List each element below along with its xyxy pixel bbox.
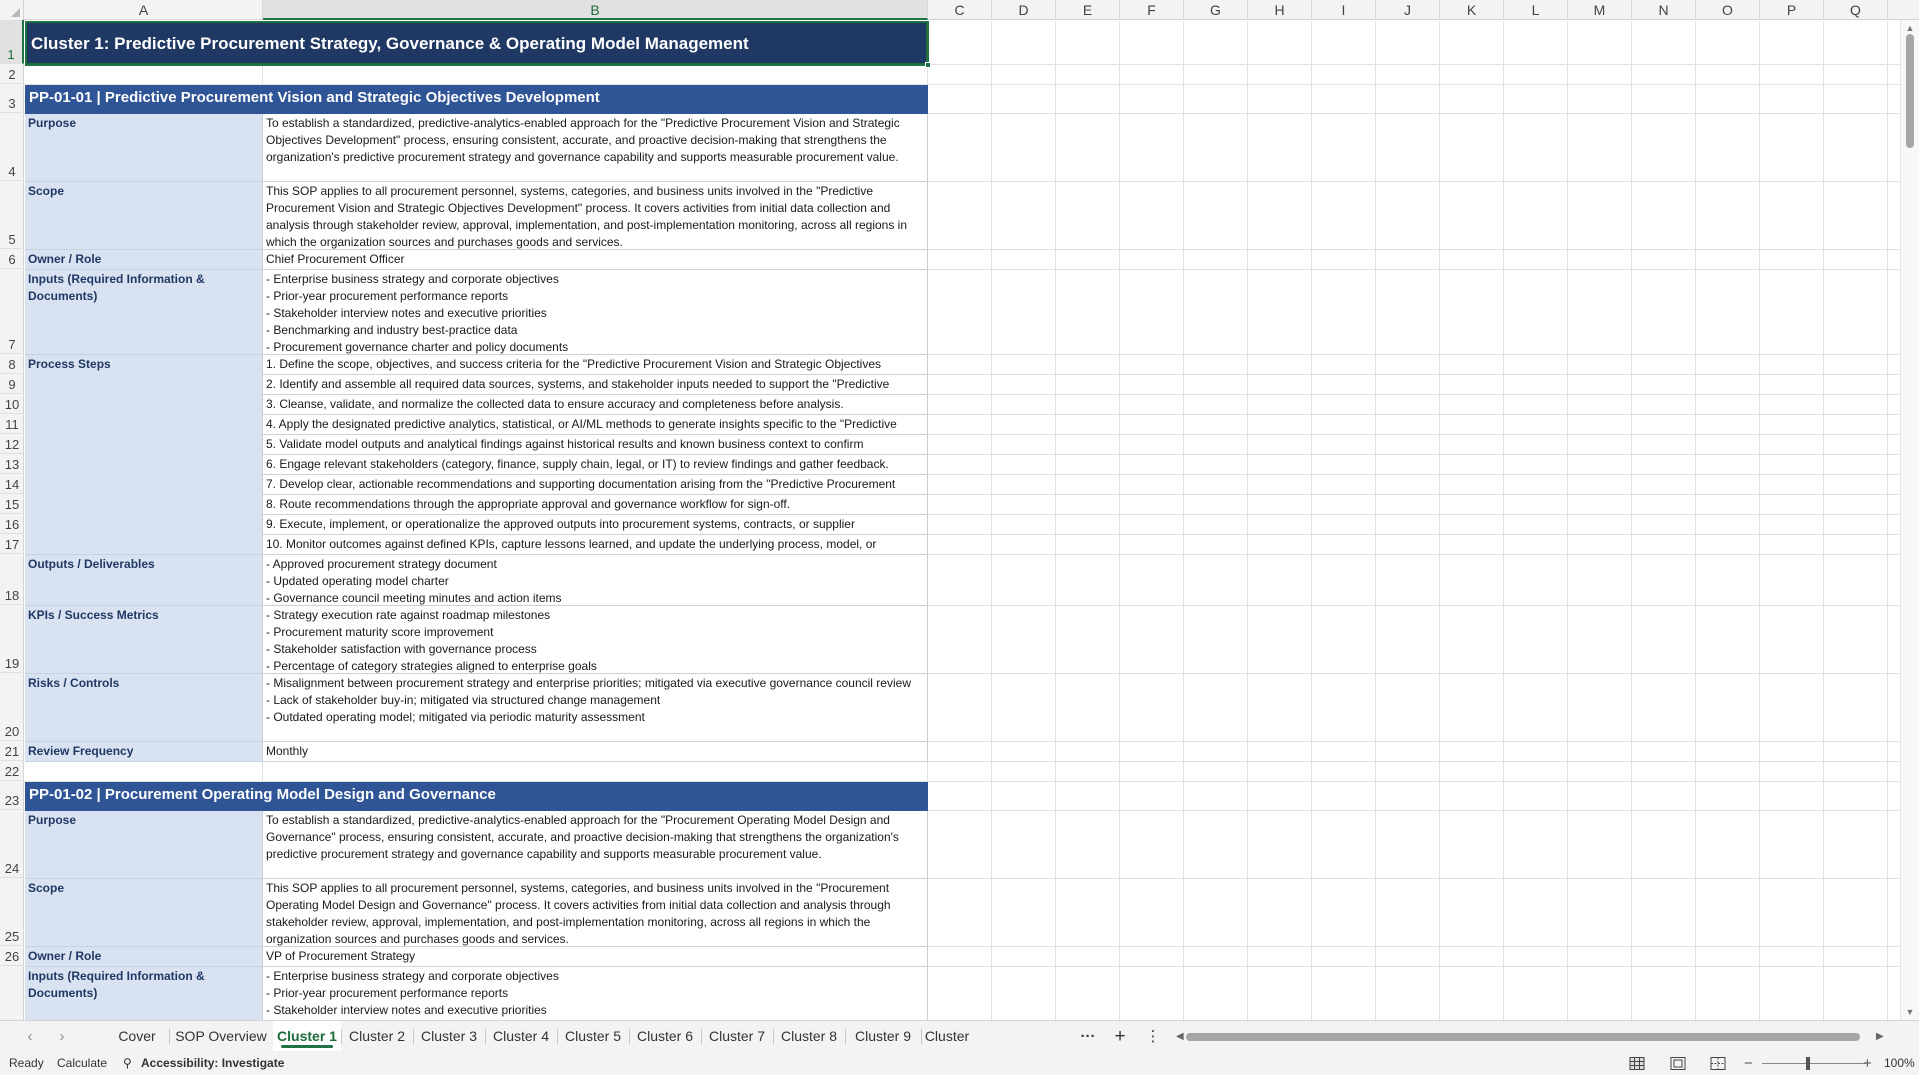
field-value[interactable]: To establish a standardized, predictive-analytics-enabled approach for the "Predictive Procurement Vision and Strategic Objectives Development" process, ensuring consistent, accurate, and proactive decision-making that strengthens the organization's predictive procurement strategy and governance capability and supports measurable procurement value. [263, 114, 928, 182]
row-header-1[interactable]: 1 [0, 20, 24, 64]
row-header-11[interactable]: 11 [0, 414, 24, 434]
field-label[interactable]: Owner / Role [25, 250, 263, 270]
zoom-level[interactable]: 100% [1884, 1056, 1915, 1070]
sheet-tab-cluster-8[interactable]: Cluster 8 [780, 1028, 838, 1044]
gridline-vertical [1119, 21, 1120, 1020]
row-header-5[interactable]: 5 [0, 181, 24, 249]
sheet-tab-cluster[interactable]: Cluster [924, 1028, 970, 1044]
field-label[interactable]: KPIs / Success Metrics [25, 606, 263, 674]
status-accessibility[interactable]: Accessibility: Investigate [141, 1056, 285, 1070]
field-label[interactable]: Scope [25, 182, 263, 250]
sheet-tab-sop-overview[interactable]: SOP Overview [175, 1028, 267, 1044]
field-value[interactable]: - Misalignment between procurement strategy and enterprise priorities; mitigated via executive governance council review - Lack of stakeholder buy-in; mitigated via structured change management - Outdated operating model; mitigated via periodic maturity assessment [263, 674, 928, 742]
gridline-vertical [1503, 21, 1504, 1020]
field-label[interactable]: Outputs / Deliverables [25, 555, 263, 606]
process-step-cell[interactable]: 4. Apply the designated predictive analytics, statistical, or AI/ML methods to generate insights specific to the "Predictive [263, 415, 928, 435]
section-heading[interactable]: PP-01-02 | Procurement Operating Model Design and Governance [25, 782, 928, 811]
sheet-tab-cluster-3[interactable]: Cluster 3 [420, 1028, 478, 1044]
options-icon[interactable]: ⋮ [1145, 1028, 1161, 1045]
zoom-out-icon[interactable]: − [1744, 1055, 1753, 1072]
sheet-tab-cover[interactable]: Cover [118, 1028, 156, 1044]
gridline-vertical [1823, 21, 1824, 1020]
horizontal-scrollbar[interactable] [1176, 1029, 1886, 1045]
zoom-slider[interactable] [1762, 1063, 1866, 1064]
row-header-8[interactable]: 8 [0, 354, 24, 374]
row-header-20[interactable]: 20 [0, 673, 24, 741]
gridline-vertical [1439, 21, 1440, 1020]
sheet-tab-cluster-2[interactable]: Cluster 2 [348, 1028, 406, 1044]
zoom-slider-knob[interactable] [1806, 1057, 1810, 1070]
accessibility-icon[interactable]: ⚲ [123, 1056, 132, 1070]
column-header-f[interactable]: F [1120, 0, 1184, 20]
normal-view-icon[interactable] [1628, 1056, 1648, 1071]
page-break-icon[interactable] [1709, 1056, 1729, 1071]
status-bar [0, 1052, 1919, 1075]
column-header-bar [0, 0, 1919, 20]
field-label[interactable]: Inputs (Required Information & Documents) [25, 270, 263, 355]
gridline-vertical [1311, 21, 1312, 1020]
row-header-9[interactable]: 9 [0, 374, 24, 394]
field-value[interactable]: - Approved procurement strategy document - Updated operating model charter - Governance council meeting minutes and action items [263, 555, 928, 606]
gridline-vertical [1055, 21, 1056, 1020]
gridline-vertical [1183, 21, 1184, 1020]
field-value[interactable]: This SOP applies to all procurement personnel, systems, categories, and business units involved in the "Predictive Procurement Vision and Strategic Objectives Development" process. It covers activities from initial data collection and analysis through stakeholder review, approval, implementation, and post-implementation monitoring, across all regions in which the organization sources and purchases goods and services. [263, 182, 928, 250]
column-header-b[interactable]: B [263, 0, 928, 20]
gridline-vertical [1631, 21, 1632, 1020]
column-header-j[interactable]: J [1376, 0, 1440, 20]
column-header-c[interactable]: C [928, 0, 992, 20]
cell-grid[interactable] [25, 21, 1900, 1020]
field-value[interactable]: - Strategy execution rate against roadmap milestones - Procurement maturity score improvement - Stakeholder satisfaction with governance process - Percentage of category strategies aligned to enterprise goals [263, 606, 928, 674]
process-step-cell[interactable]: 6. Engage relevant stakeholders (category, finance, supply chain, legal, or IT) to review findings and gather feedback. [263, 455, 928, 475]
row-header-19[interactable]: 19 [0, 605, 24, 673]
fill-handle[interactable] [925, 62, 931, 68]
column-header-l[interactable]: L [1504, 0, 1568, 20]
row-header-24[interactable]: 24 [0, 810, 24, 878]
sheet-tab-cluster-4[interactable]: Cluster 4 [492, 1028, 550, 1044]
row-header-23[interactable]: 23 [0, 781, 24, 810]
zoom-in-icon[interactable]: + [1863, 1055, 1872, 1072]
chevron-left-icon[interactable]: ‹ [27, 1028, 33, 1045]
row-header-12[interactable]: 12 [0, 434, 24, 454]
gridline-vertical [1567, 21, 1568, 1020]
field-value[interactable]: Chief Procurement Officer [263, 250, 928, 270]
field-value[interactable]: - Enterprise business strategy and corporate objectives - Prior-year procurement performance reports - Stakeholder interview notes and executive priorities - Benchmarking and industry best-practice data - Procurement governance charter and policy documents [263, 270, 928, 355]
section-heading[interactable]: PP-01-01 | Predictive Procurement Vision and Strategic Objectives Development [25, 85, 928, 114]
field-label[interactable]: Inputs (Required Information & Documents) [25, 967, 263, 1020]
scroll-right-icon[interactable]: ▶ [1876, 1031, 1884, 1042]
row-header-7[interactable]: 7 [0, 269, 24, 354]
row-header-25[interactable]: 25 [0, 878, 24, 946]
process-step-cell[interactable]: 5. Validate model outputs and analytical findings against historical results and known business context to confirm [263, 435, 928, 455]
row-header-18[interactable]: 18 [0, 554, 24, 605]
row-header-3[interactable]: 3 [0, 84, 24, 113]
row-header-21[interactable]: 21 [0, 741, 24, 761]
status-ready: Ready [9, 1056, 44, 1070]
more-icon[interactable]: ··· [1080, 1028, 1096, 1045]
row-header-22[interactable]: 22 [0, 761, 24, 781]
row-header-14[interactable]: 14 [0, 474, 24, 494]
field-label[interactable]: Review Frequency [25, 742, 263, 762]
chevron-right-icon[interactable]: › [59, 1028, 65, 1045]
sheet-tab-bar [0, 1020, 1919, 1052]
sheet-tab-cluster-1[interactable]: Cluster 1 [273, 1021, 341, 1051]
select-all-corner[interactable] [0, 0, 24, 20]
column-header-k[interactable]: K [1440, 0, 1504, 20]
gridline-vertical [1759, 21, 1760, 1020]
gridline-vertical [1375, 21, 1376, 1020]
row-header-4[interactable]: 4 [0, 113, 24, 181]
process-step-cell[interactable]: 7. Develop clear, actionable recommendations and supporting documentation arising from the "Predictive Procurement [263, 475, 928, 495]
row-header-bar [0, 20, 24, 1020]
field-label[interactable]: Owner / Role [25, 947, 263, 967]
column-header-i[interactable]: I [1312, 0, 1376, 20]
process-step-cell[interactable]: 1. Define the scope, objectives, and success criteria for the "Predictive Procurement Vision and Strategic Objectives [263, 355, 928, 375]
field-value[interactable]: Monthly [263, 742, 928, 762]
field-value[interactable]: To establish a standardized, predictive-analytics-enabled approach for the "Procurement Operating Model Design and Governance" process, ensuring consistent, accurate, and proactive decision-making that strengthens the organization's predictive procurement strategy and governance capability and supports measurable procurement value. [263, 811, 928, 879]
column-header-q[interactable]: Q [1824, 0, 1888, 20]
vertical-scrollbar[interactable] [1900, 20, 1919, 1020]
gridline-vertical [1247, 21, 1248, 1020]
field-value[interactable]: This SOP applies to all procurement personnel, systems, categories, and business units involved in the "Procurement Operating Model Design and Governance" process. It covers activities from initial data collection and analysis through stakeholder review, approval, implementation, and post-implementation monitoring, across all regions in which the organization sources and purchases goods and services. [263, 879, 928, 947]
horizontal-scroll-thumb[interactable] [1186, 1033, 1860, 1041]
column-header-e[interactable]: E [1056, 0, 1120, 20]
field-label[interactable]: Purpose [25, 114, 263, 182]
field-label[interactable]: Process Steps [25, 355, 263, 555]
process-step-cell[interactable]: 10. Monitor outcomes against defined KPIs, capture lessons learned, and update the underlying process, model, or [263, 535, 928, 555]
page-layout-icon[interactable] [1669, 1056, 1689, 1071]
process-step-cell[interactable]: 3. Cleanse, validate, and normalize the collected data to ensure accuracy and completeness before analysis. [263, 395, 928, 415]
sheet-tab-cluster-6[interactable]: Cluster 6 [636, 1028, 694, 1044]
scroll-down-icon[interactable]: ▼ [1905, 1007, 1915, 1017]
column-header-a[interactable]: A [25, 0, 263, 20]
status-calculate[interactable]: Calculate [57, 1056, 108, 1070]
sheet-tab-cluster-5[interactable]: Cluster 5 [564, 1028, 622, 1044]
column-header-g[interactable]: G [1184, 0, 1248, 20]
row-header-2[interactable]: 2 [0, 64, 24, 84]
process-step-cell[interactable]: 8. Route recommendations through the appropriate approval and governance workflow for sign-off. [263, 495, 928, 515]
row-header-15[interactable]: 15 [0, 494, 24, 514]
column-header-d[interactable]: D [992, 0, 1056, 20]
column-header-n[interactable]: N [1632, 0, 1696, 20]
column-header-p[interactable]: P [1760, 0, 1824, 20]
field-label[interactable]: Purpose [25, 811, 263, 879]
row-header-26[interactable]: 26 [0, 946, 24, 966]
vertical-scroll-thumb[interactable] [1906, 34, 1914, 148]
gridline-vertical [1887, 21, 1888, 1020]
scroll-left-icon[interactable]: ◀ [1176, 1031, 1184, 1042]
scroll-up-icon[interactable]: ▲ [1905, 23, 1915, 33]
column-header-h[interactable]: H [1248, 0, 1312, 20]
column-header-o[interactable]: O [1696, 0, 1760, 20]
field-label[interactable]: Scope [25, 879, 263, 947]
process-step-cell[interactable]: 9. Execute, implement, or operationalize the approved outputs into procurement systems, contracts, or supplier [263, 515, 928, 535]
sheet-title-cell[interactable]: Cluster 1: Predictive Procurement Strategy, Governance & Operating Model Management [25, 21, 928, 65]
select-all-triangle-icon [11, 8, 20, 17]
field-label[interactable]: Risks / Controls [25, 674, 263, 742]
sheet-tab-cluster-7[interactable]: Cluster 7 [708, 1028, 766, 1044]
field-value[interactable]: VP of Procurement Strategy [263, 947, 928, 967]
process-step-cell[interactable]: 2. Identify and assemble all required data sources, systems, and stakeholder inputs needed to support the "Predictive [263, 375, 928, 395]
row-header-16[interactable]: 16 [0, 514, 24, 534]
row-header-17[interactable]: 17 [0, 534, 24, 554]
gridline-vertical [991, 21, 992, 1020]
row-header-10[interactable]: 10 [0, 394, 24, 414]
sheet-tab-cluster-9[interactable]: Cluster 9 [854, 1028, 912, 1044]
field-value[interactable]: - Enterprise business strategy and corporate objectives - Prior-year procurement performance reports - Stakeholder interview notes and executive priorities [263, 967, 928, 1020]
gridline-vertical [1695, 21, 1696, 1020]
row-header-13[interactable]: 13 [0, 454, 24, 474]
column-header-m[interactable]: M [1568, 0, 1632, 20]
add-sheet-icon[interactable]: + [1114, 1026, 1126, 1047]
row-header-6[interactable]: 6 [0, 249, 24, 269]
